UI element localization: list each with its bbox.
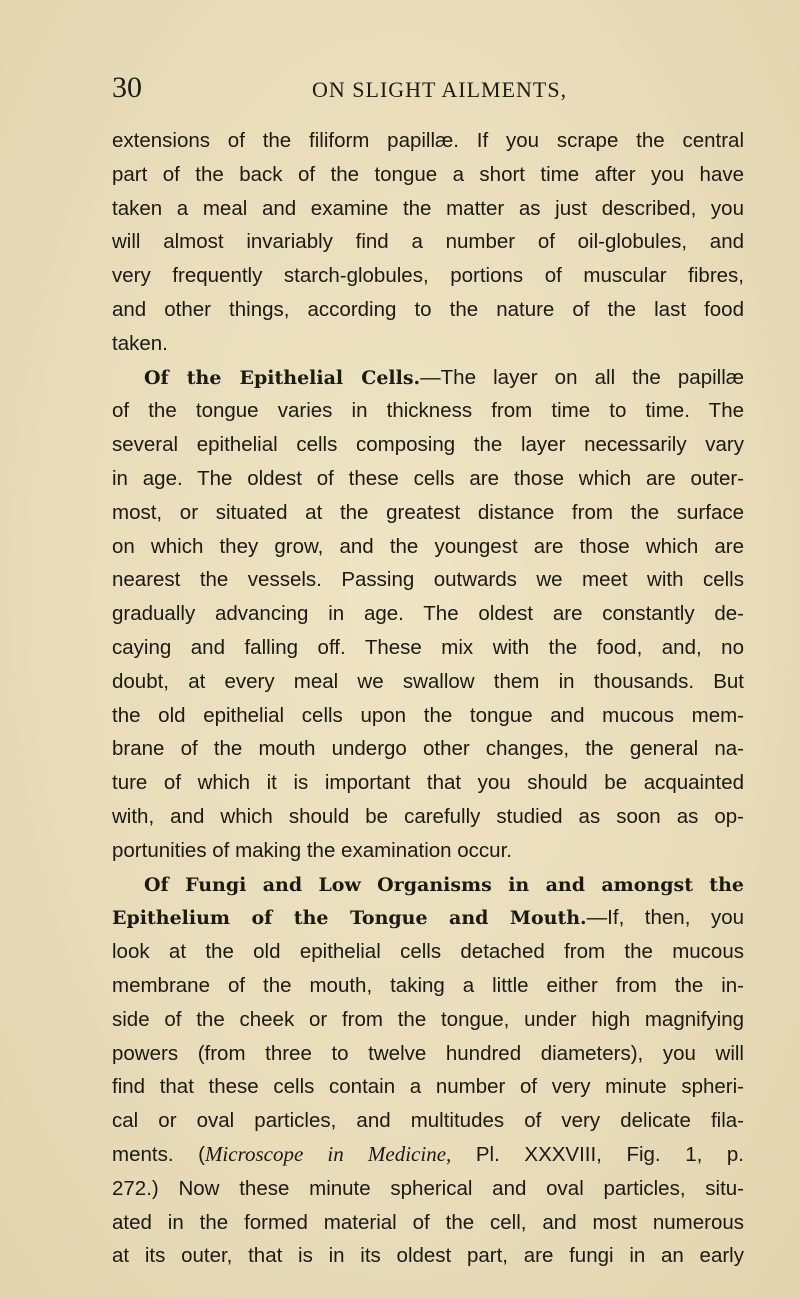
section-heading-epithelial-cells: Of the Epithelial Cells.	[144, 366, 421, 389]
text-line: cal or oval particles, and multitudes of very delicate fila-	[112, 1109, 744, 1133]
text-line: on which they grow, and the youngest are those which are	[112, 534, 744, 558]
book-reference-title: Microscope in Medicine,	[204, 1141, 452, 1166]
text-line: nearest the vessels. Passing outwards we meet with cells	[112, 568, 744, 592]
text-line: side of the cheek or from the tongue, under high magnifying	[112, 1007, 744, 1031]
text-line: taken.	[112, 331, 168, 355]
text-line: portunities of making the examination occur.	[112, 838, 512, 862]
text-run: —If, then, you	[586, 906, 745, 930]
text-line: ated in the formed material of the cell, and most numerous	[112, 1210, 744, 1234]
text-line: most, or situated at the greatest distance from the surface	[112, 500, 744, 524]
text-run: ments. (	[112, 1142, 205, 1166]
text-line: ture of which it is important that you should be acquainted	[112, 771, 744, 795]
text-line: extensions of the filiform papillæ. If you scrape the central	[112, 129, 744, 152]
text-run: Pl. XXXVIII, Fig. 1, p.	[451, 1142, 744, 1166]
text-line: membrane of the mouth, taking a little either from the in-	[112, 973, 744, 997]
page-number: 30	[112, 71, 142, 104]
text-line	[112, 901, 744, 935]
running-head: ON SLIGHT AILMENTS,	[312, 77, 568, 102]
paragraph-start-line	[112, 868, 744, 902]
text-line	[112, 1138, 744, 1172]
text-line: brane of the mouth undergo other changes, the general na-	[112, 737, 744, 761]
text-line: taken a meal and examine the matter as just described, you	[112, 196, 744, 220]
text-line: the old epithelial cells upon the tongue and mucous mem-	[112, 703, 744, 727]
text-line: of the tongue varies in thickness from time to time. The	[112, 399, 744, 423]
text-line: gradually advancing in age. The oldest are constantly de-	[112, 602, 744, 626]
text-line: powers (from three to twelve hundred diameters), you will	[112, 1041, 744, 1065]
text-line: will almost invariably find a number of oil-globules, and	[112, 230, 744, 254]
body-text	[112, 124, 744, 1273]
text-line: several epithelial cells composing the layer necessarily vary	[112, 433, 744, 457]
text-line: caying and falling off. These mix with the food, and, no	[112, 635, 744, 659]
text-line: and other things, according to the nature of the last food	[112, 297, 744, 321]
section-heading-fungi-continued: Epithelium of the Tongue and Mouth.	[112, 907, 587, 930]
text-line: look at the old epithelial cells detached from the mucous	[112, 940, 744, 964]
text-line: very frequently starch-globules, portions of muscular fibres,	[112, 264, 744, 288]
text-run: —The layer on all the papillæ	[420, 365, 744, 389]
page-header	[112, 70, 732, 110]
paragraph-start-line	[112, 361, 744, 395]
text-line: in age. The oldest of these cells are those which are outer-	[112, 466, 744, 490]
text-line: at its outer, that is in its oldest part, are fungi in an early	[112, 1244, 744, 1268]
text-line: part of the back of the tongue a short time after you have	[112, 162, 744, 186]
section-heading-fungi: Of Fungi and Low Organisms in and amongst the	[144, 873, 744, 896]
text-line: 272.) Now these minute spherical and oval particles, situ-	[112, 1176, 744, 1200]
text-line: doubt, at every meal we swallow them in thousands. But	[112, 669, 744, 693]
text-line: find that these cells contain a number of very minute spheri-	[112, 1075, 744, 1099]
text-line: with, and which should be carefully studied as soon as op-	[112, 804, 744, 828]
